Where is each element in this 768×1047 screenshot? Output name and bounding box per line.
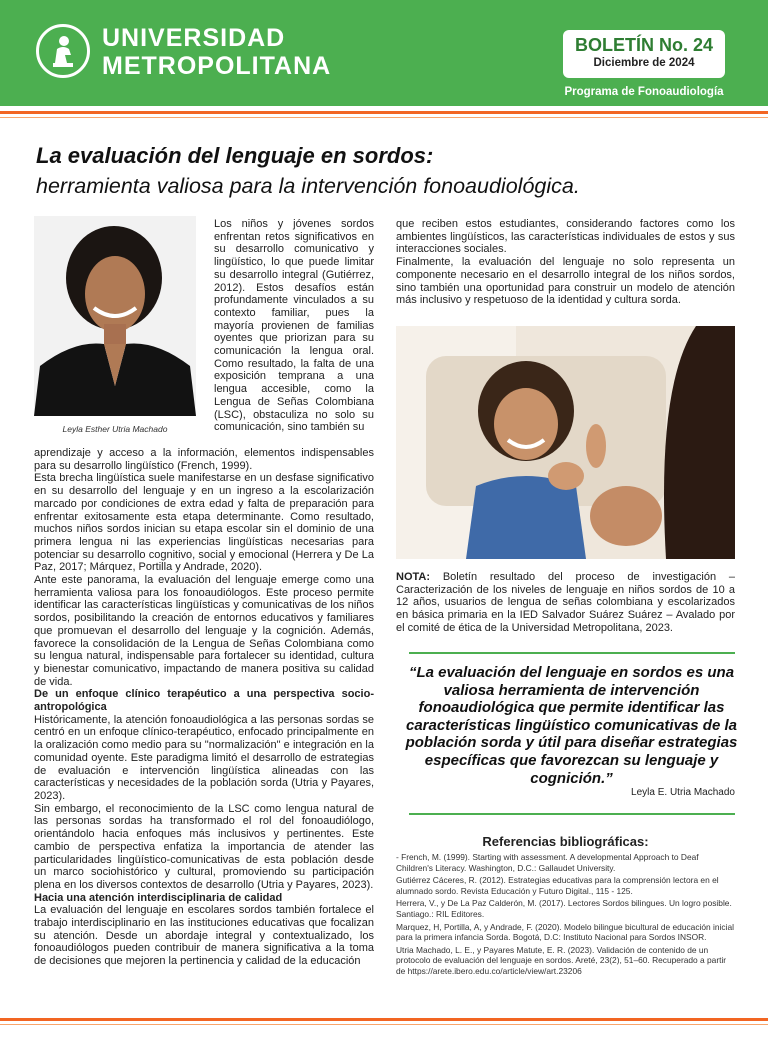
intro-paragraph: Los niños y jóvenes sordos enfrentan retos significativos en su desarrollo comunicativo y lingüístico, lo que puede limitar su desarrollo integral (Gutiérrez, 2012). Estos desafíos están profundamente vinculados a su contexto familiar, pues la mayoría provienen de familias oyentes que priorizan para su comunicación la lengua oral. Como resultado, la falta de una exposición temprana a una lengua accesible, como la Lengua de Señas Colombiana (LSC), obstaculiza no solo su comunicación, sino también su bbox=[214, 218, 374, 434]
reference-item: Utria Machado, L. E., y Payares Matute, E. R. (2023). Validación de contenido de un protocolo de evaluación del lenguaje en sordos. Areté, 23(2), 51–60. Recuperado a partir de https://arete.ibero.edu.co/article/view/art.23206 bbox=[396, 944, 727, 976]
intro-continuation: aprendizaje y acceso a la información, elementos indispensables para su desarrollo lingüístico (French, 1999). bbox=[34, 447, 374, 472]
pull-quote: “La evaluación del lenguaje en sordos es una valiosa herramienta de intervención fonoaudiológica que permite identificar las características lingüístico comunicativas de la población sorda y útil para diseñar estrategias específicas que favorezcan su lenguaje y cognición.” bbox=[405, 664, 738, 787]
paragraph-5: Sin embargo, el reconocimiento de la LSC como lengua natural de las personas sordas ha transformado el rol del fonoaudiólogo, orientándolo hacia enfoques más inclusivos y pertinentes. Este cambio de perspectiva enfatiza la importancia de atender las particularidades lingüístico-comunicativas de esta población desde un marco sociohistórico y cultural, promoviendo su participación plena en los diversos contextos de desarrollo (Utria y Payares, 2023). bbox=[34, 802, 374, 891]
author-photo bbox=[34, 216, 196, 416]
thinker-icon bbox=[45, 33, 81, 69]
bulletin-date: Diciembre de 2024 bbox=[593, 57, 695, 69]
article-subtitle: herramienta valiosa para la intervención fonoaudiológica. bbox=[36, 174, 580, 198]
reference-item: - French, M. (1999). Starting with assessment. A developmental Approach to Deaf Children's Literacy. Washington, D.C.: Gallaudet University. bbox=[396, 852, 699, 873]
right-paragraph-2: Finalmente, la evaluación del lenguaje no solo representa un componente necesario en el desarrollo integral de los niños sordos, sino también una oportunidad para construir un modelo de atención más inclusivo y respetuoso de la identidad y cultura sorda. bbox=[396, 256, 735, 307]
paragraph-3: Ante este panorama, la evaluación del lenguaje emerge como una herramienta valiosa para los fonoaudiólogos. Este proceso permite identificar las características lingüísticas y comunicativas de los niños sordos, posibilitando la creación de entornos educativos y familiares que promuevan el desarrollo del lenguaje y la cognición. Además, favorece la consolidación de la Lengua de Señas Colombiana como su lengua natural, indispensable para fortalecer su identidad, cultura y bienestar comunicativo, impactando de manera positiva su calidad de vida. bbox=[34, 574, 374, 688]
bottom-divider bbox=[0, 1018, 768, 1021]
sign-language-photo bbox=[396, 326, 735, 559]
note-text: Boletín resultado del proceso de investigación – Caracterización de los niveles de lenguaje en niños sordos de 10 a 12 años, usuarios de lengua de señas colombiana y escolarizados en básica primaria en la IED Salvador Suárez Suárez – Avalado por el comité de ética de la Universidad Metropolitana, 2023. bbox=[396, 571, 735, 634]
header-bar bbox=[0, 0, 768, 106]
bulletin-badge bbox=[563, 30, 725, 78]
author-caption: Leyla Esther Utria Machado bbox=[62, 424, 168, 434]
top-divider-thin bbox=[0, 117, 768, 118]
quote-divider-bottom bbox=[409, 813, 735, 815]
bottom-divider-thin bbox=[0, 1024, 768, 1025]
article-title: La evaluación del lenguaje en sordos: bbox=[36, 143, 434, 168]
right-paragraph-1: que reciben estos estudiantes, considerando factores como los ambientes lingüísticos, las características individuales de estos y sus interacciones sociales. bbox=[396, 218, 735, 256]
references-title: Referencias bibliográficas: bbox=[482, 834, 649, 849]
quote-author: Leyla E. Utria Machado bbox=[631, 787, 735, 798]
university-name-line1: UNIVERSIDAD bbox=[102, 24, 286, 52]
right-column-top bbox=[396, 218, 735, 307]
bulletin-number: BOLETÍN No. 24 bbox=[574, 35, 713, 55]
note-label: NOTA: bbox=[396, 571, 431, 583]
paragraph-4: Históricamente, la atención fonoaudiológica a las personas sordas se centró en un enfoque clínico-terapéutico, enfocado principalmente en la oralización como medio para su "normalización" e integración en la comunidad oyente. Este paradigma limitó el desarrollo de estrategias de evaluación e intervención lingüística alineadas con las características y necesidades de la población sorda (Utria y Payares, 2023). bbox=[34, 713, 374, 802]
paragraph-6: La evaluación del lenguaje en escolares sordos también fortalece el trabajo interdisciplinario en las instituciones educativas que focalizan su atención. Desde un abordaje integral y contextualizado, los fonoaudiólogos pueden contribuir de manera significativa a la toma de decisiones que mejoren la pertinencia y calidad de la educación bbox=[34, 904, 374, 968]
left-column bbox=[34, 447, 374, 968]
quote-divider-top bbox=[409, 652, 735, 654]
program-name: Programa de Fonoaudiología bbox=[564, 86, 724, 98]
university-name-line2: METROPOLITANA bbox=[102, 52, 332, 80]
section-heading-2: Hacia una atención interdisciplinaria de calidad bbox=[34, 891, 283, 904]
references-list bbox=[396, 852, 735, 979]
university-logo bbox=[36, 24, 90, 78]
paragraph-2: Esta brecha lingüística suele manifestarse en un desfase significativo en su desarrollo del lenguaje y en un ingreso a la escolarización marcado por condiciones de extra edad y falta de preparación para enfrentar exitosamente esta etapa determinante. Como resultado, muchos niños sordos inician su etapa escolar sin el dominio de una primera lengua ni las experiencias lingüísticas necesarias para potenciar su desarrollo cognitivo, social y emocional (Herrera y De La Paz, 2017; Márquez, Portilla y Andrade, 2020). bbox=[34, 472, 374, 574]
reference-item: Herrera, V., y De La Paz Calderón, M. (2017). Lectores Sordos bilingues. Un logro posible. Santiago.: RIL Editores. bbox=[396, 898, 732, 919]
section-heading-1: De un enfoque clínico terapéutico a una perspectiva socio-antropológica bbox=[34, 688, 374, 714]
university-name bbox=[102, 24, 331, 80]
note-paragraph bbox=[396, 571, 735, 635]
top-divider bbox=[0, 111, 768, 114]
reference-item: Marquez, H, Portilla, A, y Andrade, F. (2020). Modelo bilingue bicultural de educación inicial para la primera infancia Sorda. Bogotá, D.C: Instituto Nacional para Sordos INSOR. bbox=[396, 921, 734, 943]
reference-item: Gutiérrez Cáceres, R. (2012). Estrategias educativas para la comprensión lectora en el alumnado sordo. Revista Educación y Futuro Digital., 115 - 125. bbox=[396, 875, 719, 896]
